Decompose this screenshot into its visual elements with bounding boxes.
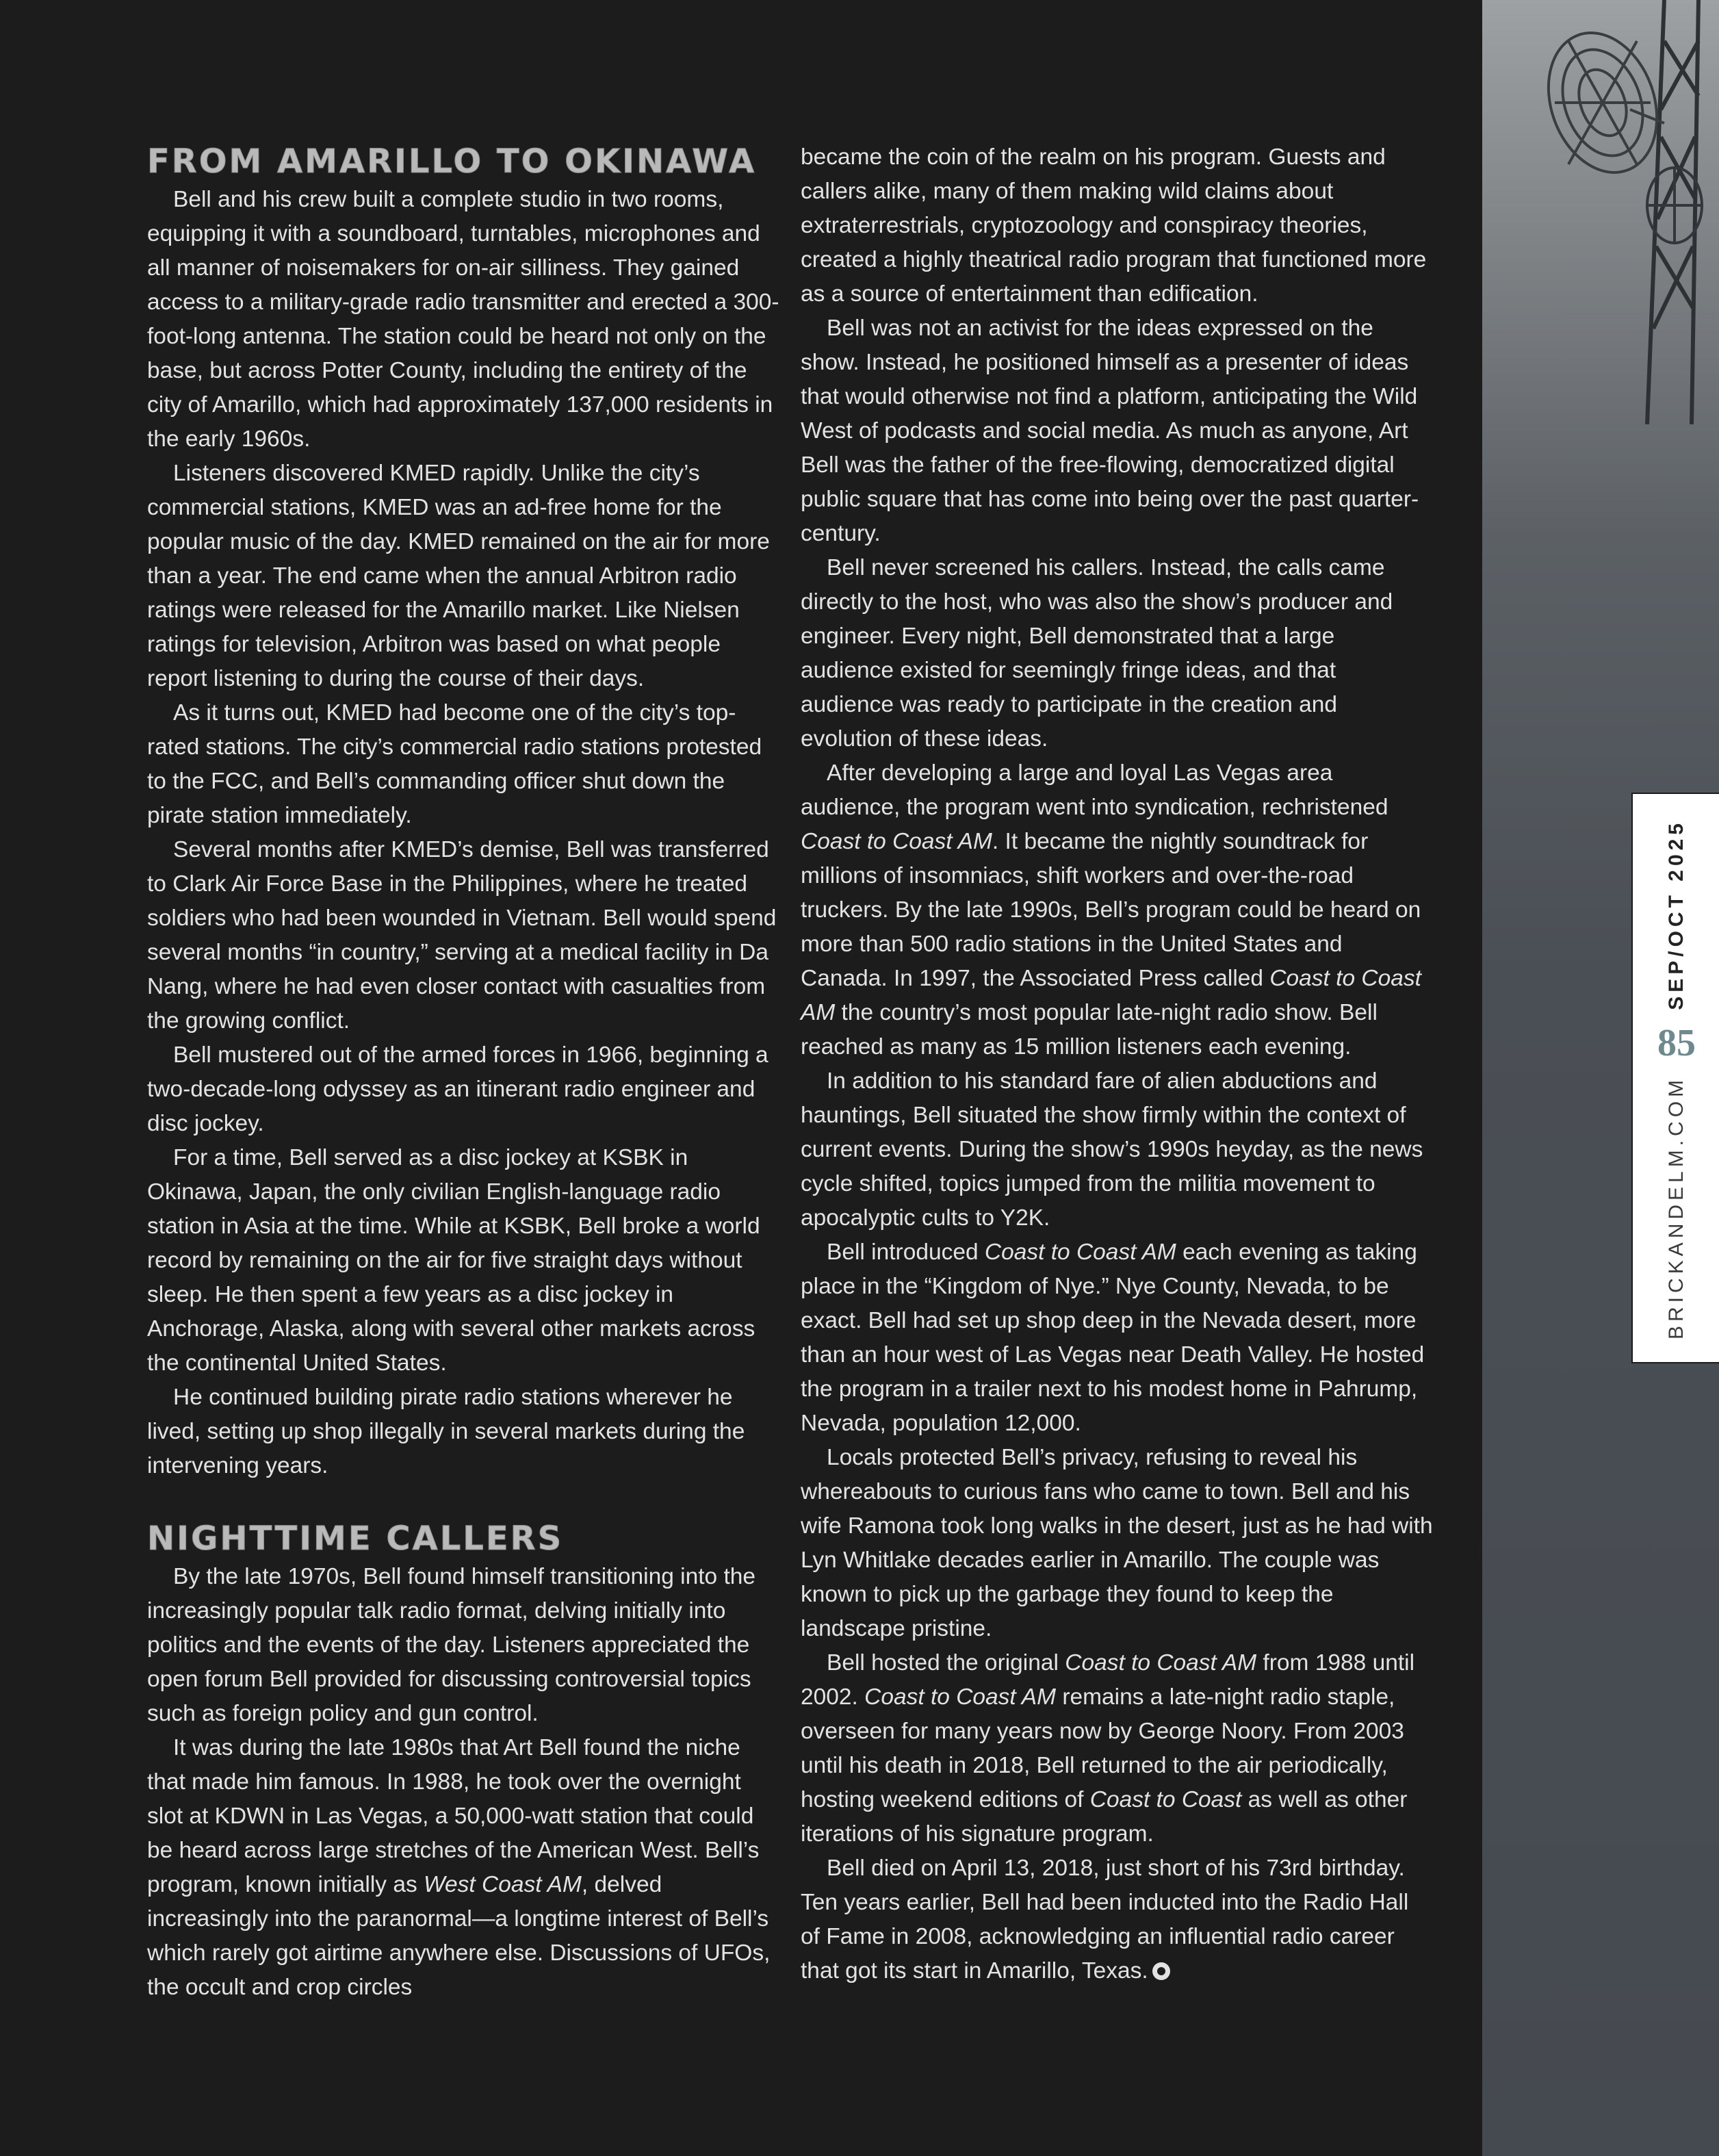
right-column	[801, 140, 1434, 1988]
paragraph: Locals protected Bell’s privacy, refusing to reveal his whereabouts to curious fans who came to town. Bell and his wife Ramona took long walks in the desert, just as he had with Lyn Whitlake decades earlier in Amarillo. The couple was known to pick up the garbage they found to keep the landscape pristine.	[801, 1445, 1433, 1641]
section-heading-nighttime-callers: NIGHTTIME CALLERS	[147, 1519, 564, 1558]
section-heading-amarillo-okinawa: FROM AMARILLO TO OKINAWA	[147, 142, 757, 181]
radio-tower-dish-icon	[1527, 0, 1719, 424]
paragraph-kdwn: It was during the late 1980s that Art Bell found the niche that made him famous. In 1988, he took over the overnight slot at KDWN in Las Vegas, a 50,000-watt station that could be heard across large stretches of the American West. Bell’s program, known initially as West Coast AM, delved increasingly into the paranormal—a longtime interest of Bell’s which rarely got airtime anywhere else. Discussions of UFOs, the occult and crop circles	[147, 1735, 771, 2000]
paragraph: Bell was not an activist for the ideas expressed on the show. Instead, he positioned himself as a presenter of ideas that would otherwise not find a platform, anticipating the Wild West of podcasts and social media. As much as anyone, Art Bell was the father of the free-flowing, democratized digital public square that has come into being over the past quarter-century.	[801, 316, 1419, 546]
paragraph: As it turns out, KMED had become one of the city’s top-rated stations. The city’s commercial radio stations protested to the FCC, and Bell’s commanding officer shut down the pirate station immediately.	[147, 700, 762, 828]
paragraph-final: Bell died on April 13, 2018, just short of his 73rd birthday. Ten years earlier, Bell had been inducted into the Radio Hall of Fame in 2008, acknowledging an influential radio career that got its start in Amarillo, Texas.	[801, 1856, 1409, 1984]
paragraph-syndication: After developing a large and loyal Las Vegas area audience, the program went into syndication, rechristened Coast to Coast AM. It became the nightly soundtrack for millions of insomniacs, shift workers and over-the-road truckers. By the late 1990s, Bell’s program could be heard on more than 500 radio stations in the United States and Canada. In 1997, the Associated Press called Coast to Coast AM the country’s most popular late-night radio show. Bell reached as many as 15 million listeners each evening.	[801, 760, 1421, 1060]
paragraph: Bell mustered out of the armed forces in 1966, beginning a two-decade-long odyssey as an itinerant radio engineer and disc jockey.	[147, 1042, 768, 1136]
paragraph: Bell never screened his callers. Instead, the calls came directly to the host, who was also the show’s producer and engineer. Every night, Bell demonstrated that a large audience existed for seemingly fringe ideas, and that audience was ready to participate in the creation and evolution of these ideas.	[801, 555, 1393, 752]
paragraph-nye: Bell introduced Coast to Coast AM each evening as taking place in the “Kingdom of Nye.” Nye County, Nevada, to be exact. Bell had set up shop deep in the Nevada desert, more than an hour west of Las Vegas near Death Valley. He hosted the program in a trailer next to his modest home in Pahrump, Nevada, population 12,000.	[801, 1240, 1425, 1436]
issue-date: SEP/OCT 2025	[1665, 819, 1688, 1010]
folio-tab	[1631, 793, 1719, 1363]
paragraph: For a time, Bell served as a disc jockey at KSBK in Okinawa, Japan, the only civilian English-language radio station in Asia at the time. While at KSBK, Bell broke a world record by remaining on the air for five straight days without sleep. He then spent a few years as a disc jockey in Anchorage, Alaska, along with several other markets across the continental United States.	[147, 1145, 760, 1376]
paragraph: Listeners discovered KMED rapidly. Unlike the city’s commercial stations, KMED was an ad-free home for the popular music of the day. KMED remained on the air for more than a year. The end came when the annual Arbitron radio ratings were released for the Amarillo market. Like Nielsen ratings for television, Arbitron was based on what people report listening to during the course of their days.	[147, 461, 770, 691]
end-of-article-mark-icon	[1152, 1962, 1170, 1980]
paragraph-hosted: Bell hosted the original Coast to Coast AM from 1988 until 2002. Coast to Coast AM remains a late-night radio staple, overseen for many years now by George Noory. From 2003 until his death in 2018, Bell returned to the air periodically, hosting weekend editions of Coast to Coast as well as other iterations of his signature program.	[801, 1650, 1415, 1847]
paragraph: In addition to his standard fare of alien abductions and hauntings, Bell situated the show firmly within the context of current events. During the show’s 1990s heyday, as the news cycle shifted, topics jumped from the militia movement to apocalyptic cults to Y2K.	[801, 1068, 1423, 1231]
folio-content	[1639, 819, 1714, 1339]
paragraph: Several months after KMED’s demise, Bell was transferred to Clark Air Force Base in the Philippines, where he treated soldiers who had been wounded in Vietnam. Bell would spend several months “in country,” serving at a medical facility in Da Nang, where he had even closer contact with casualties from the growing conflict.	[147, 837, 777, 1034]
paragraph: He continued building pirate radio stations wherever he lived, setting up shop illegally in several markets during the intervening years.	[147, 1385, 745, 1478]
paragraph: Bell and his crew built a complete studio in two rooms, equipping it with a soundboard, turntables, microphones and all manner of noisemakers for on-air silliness. They gained access to a military-grade radio transmitter and erected a 300-foot-long antenna. The station could be heard not only on the base, but across Potter County, including the entirety of the city of Amarillo, which had approximately 137,000 residents in the early 1960s.	[147, 187, 779, 452]
page-number: 85	[1657, 1021, 1696, 1064]
paragraph-continued: became the coin of the realm on his program. Guests and callers alike, many of them making wild claims about extraterrestrials, cryptozoology and conspiracy theories, created a highly theatrical radio program that functioned more as a source of entertainment than edification.	[801, 144, 1427, 307]
left-column	[147, 140, 780, 2005]
paragraph: By the late 1970s, Bell found himself transitioning into the increasingly popular talk radio format, delving initially into politics and the events of the day. Listeners appreciated the open forum Bell provided for discussing controversial topics such as foreign policy and gun control.	[147, 1564, 756, 1726]
website-url: BRICKANDELM.COM	[1665, 1075, 1688, 1339]
